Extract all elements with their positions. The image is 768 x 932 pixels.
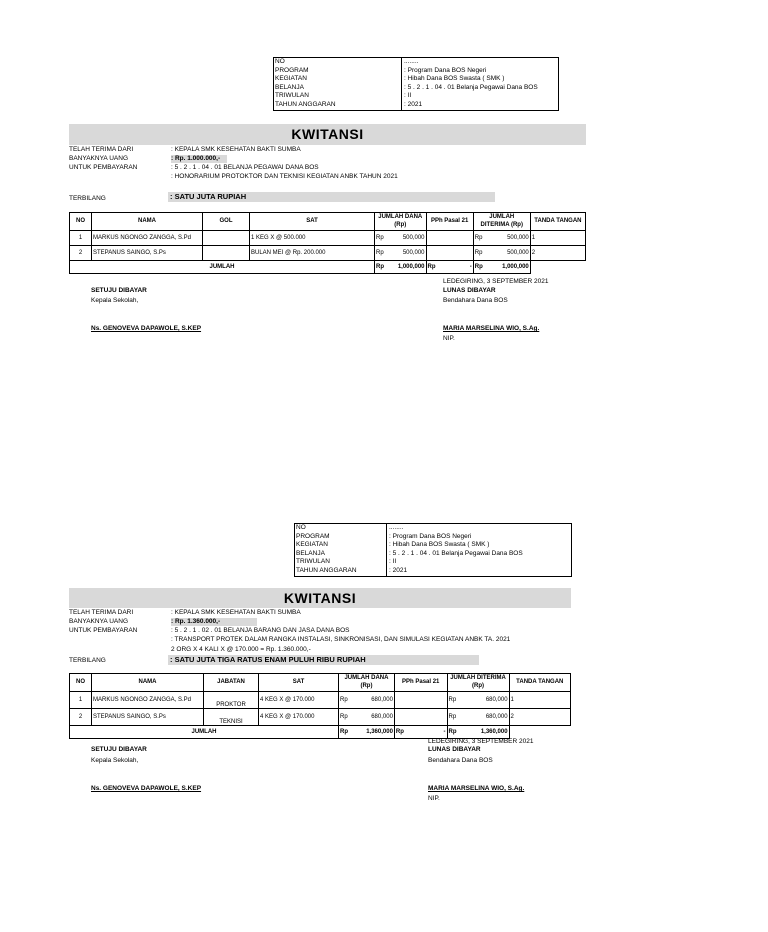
cell-pph bbox=[426, 246, 473, 261]
total-rp: Rp bbox=[339, 726, 352, 739]
total-diterima: 1,000,000 bbox=[486, 261, 531, 274]
table-total-row bbox=[70, 261, 586, 274]
header-row bbox=[274, 67, 558, 76]
cell-rp: Rp bbox=[375, 246, 388, 261]
cell-no: 2 bbox=[70, 246, 92, 261]
cell-rp: Rp bbox=[339, 709, 352, 726]
terbilang-label: TERBILANG bbox=[69, 195, 106, 202]
col-jabatan: JABATAN bbox=[204, 674, 259, 692]
col-tanda-tangan: TANDA TANGAN bbox=[509, 674, 570, 692]
untuk-value-line2: : HONORARIUM PROTOKTOR DAN TEKNISI KEGIATAN ANBK TAHUN 2021 bbox=[171, 173, 398, 180]
header-row bbox=[295, 533, 571, 542]
paid-nip: NIP. bbox=[428, 795, 440, 802]
cell-dana: 680,000 bbox=[351, 692, 394, 709]
header-value: : 2021 bbox=[389, 566, 408, 574]
header-key: PROGRAM bbox=[295, 533, 387, 542]
cell-sat: 4 KEG X @ 170.000 bbox=[259, 692, 339, 709]
header-info-box-2 bbox=[294, 523, 572, 577]
paid-name: MARIA MARSELINA WIO, S.Ag. bbox=[443, 325, 540, 332]
paid-title: LUNAS DIBAYAR bbox=[428, 746, 481, 753]
cell-rp: Rp bbox=[339, 692, 352, 709]
cell-jabatan: TEKNISI bbox=[204, 709, 259, 726]
cell-jabatan: PROKTOR bbox=[204, 692, 259, 709]
banyak-value: : Rp. 1.360.000,- bbox=[171, 618, 257, 626]
untuk-value-line1: : 5 . 2 . 1 . 02 . 01 BELANJA BARANG DAN JASA DANA BOS bbox=[171, 627, 350, 634]
header-row bbox=[274, 101, 558, 110]
cell-sat: 4 KEG X @ 170.000 bbox=[259, 709, 339, 726]
col-nama: NAMA bbox=[92, 674, 204, 692]
cell-ttd: 2 bbox=[530, 246, 585, 261]
header-value: : Program Dana BOS Negeri bbox=[404, 66, 487, 74]
header-row bbox=[295, 558, 571, 567]
cell-dana: 680,000 bbox=[351, 709, 394, 726]
terbilang-value: : SATU JUTA RUPIAH bbox=[168, 192, 495, 202]
cell-sat: 1 KEG X @ 500.000 bbox=[250, 231, 375, 246]
col-sat: SAT bbox=[259, 674, 339, 692]
total-rp: Rp bbox=[426, 261, 459, 274]
cell-pph bbox=[426, 231, 473, 246]
total-pph: - bbox=[431, 726, 447, 739]
untuk-value-line3: 2 ORG X 4 KALI X @ 170.000 = Rp. 1.360.000,- bbox=[171, 646, 311, 653]
header-row bbox=[295, 567, 571, 576]
cell-pph bbox=[394, 709, 447, 726]
header-value: : Hibah Dana BOS Swasta ( SMK ) bbox=[389, 541, 490, 549]
cell-nama: STEPANUS SAINGO, S.Ps bbox=[92, 246, 203, 261]
header-key: BELANJA bbox=[295, 550, 387, 559]
col-pph: PPh Pasal 21 bbox=[394, 674, 447, 692]
header-value: ........ bbox=[404, 58, 419, 65]
paid-title: LUNAS DIBAYAR bbox=[443, 287, 496, 294]
table-row bbox=[70, 709, 571, 726]
cell-rp: Rp bbox=[447, 692, 460, 709]
cell-ttd: 1 bbox=[530, 231, 585, 246]
col-no: NO bbox=[70, 213, 92, 231]
table-total-row bbox=[70, 726, 571, 739]
cell-diterima: 680,000 bbox=[460, 709, 510, 726]
total-rp: Rp bbox=[394, 726, 431, 739]
payment-table bbox=[69, 673, 571, 739]
cell-diterima: 500,000 bbox=[486, 231, 531, 246]
header-key: NO bbox=[295, 524, 387, 533]
header-value: : II bbox=[404, 92, 412, 100]
header-info-box-1 bbox=[273, 57, 559, 111]
telah-label: TELAH TERIMA DARI bbox=[69, 146, 134, 153]
col-jumlah-diterima: JUMLAH DITERIMA (Rp) bbox=[447, 674, 509, 692]
telah-value: : KEPALA SMK KESEHATAN BAKTI SUMBA bbox=[171, 146, 301, 153]
header-key: PROGRAM bbox=[274, 67, 402, 76]
header-value: : Program Dana BOS Negeri bbox=[389, 532, 472, 540]
telah-label: TELAH TERIMA DARI bbox=[69, 609, 134, 616]
header-value: : 5 . 2 . 1 . 04 . 01 Belanja Pegawai Dana BOS bbox=[404, 83, 538, 91]
paid-nip: NIP. bbox=[443, 335, 455, 342]
header-row bbox=[274, 75, 558, 84]
cell-nama: STEPANUS SAINGO, S.Ps bbox=[92, 709, 204, 726]
cell-gol bbox=[203, 246, 250, 261]
approve-role: Kepala Sekolah, bbox=[91, 297, 139, 304]
approve-name: Ns. GENOVEVA DAPAWOLE, S.KEP bbox=[91, 785, 202, 792]
terbilang-value: : SATU JUTA TIGA RATUS ENAM PULUH RIBU RUPIAH bbox=[168, 655, 479, 665]
col-no: NO bbox=[70, 674, 92, 692]
untuk-label: UNTUK PEMBAYARAN bbox=[69, 164, 138, 171]
cell-nama: MARKUS NGONGO ZANGGA, S.Pd bbox=[92, 692, 204, 709]
approve-title: SETUJU DIBAYAR bbox=[91, 746, 147, 753]
payment-table bbox=[69, 212, 586, 274]
cell-no: 2 bbox=[70, 709, 92, 726]
header-key: TAHUN ANGGARAN bbox=[295, 567, 387, 576]
header-key: TRIWULAN bbox=[295, 558, 387, 567]
col-sat: SAT bbox=[250, 213, 375, 231]
header-value: : 5 . 2 . 1 . 04 . 01 Belanja Pegawai Dana BOS bbox=[389, 549, 523, 557]
total-rp: Rp bbox=[473, 261, 486, 274]
table-row bbox=[70, 231, 586, 246]
cell-no: 1 bbox=[70, 692, 92, 709]
col-pph: PPh Pasal 21 bbox=[426, 213, 473, 231]
total-dana: 1,000,000 bbox=[387, 261, 426, 274]
header-key: KEGIATAN bbox=[295, 541, 387, 550]
total-empty bbox=[530, 261, 585, 274]
terbilang-label: TERBILANG bbox=[69, 657, 106, 664]
col-jumlah-dana: JUMLAH DANA (Rp) bbox=[339, 674, 395, 692]
approve-name: Ns. GENOVEVA DAPAWOLE, S.KEP bbox=[91, 325, 202, 332]
col-jumlah-dana: JUMLAH DANA (Rp) bbox=[375, 213, 427, 231]
header-key: TAHUN ANGGARAN bbox=[274, 101, 402, 110]
header-value: ........ bbox=[389, 524, 404, 531]
header-row bbox=[295, 550, 571, 559]
cell-rp: Rp bbox=[473, 246, 486, 261]
table-row bbox=[70, 246, 586, 261]
telah-value: : KEPALA SMK KESEHATAN BAKTI SUMBA bbox=[171, 609, 301, 616]
total-pph: - bbox=[459, 261, 473, 274]
header-key: TRIWULAN bbox=[274, 92, 402, 101]
cell-nama: MARKUS NGONGO ZANGGA, S.Pd bbox=[92, 231, 203, 246]
table-header-row bbox=[70, 674, 571, 692]
paid-role: Bendahara Dana BOS bbox=[428, 757, 493, 764]
col-nama: NAMA bbox=[92, 213, 203, 231]
header-key: NO bbox=[274, 58, 402, 67]
total-diterima: 1,360,000 bbox=[460, 726, 510, 739]
cell-sat: BULAN MEI @ Rp. 200.000 bbox=[250, 246, 375, 261]
cell-dana: 500,000 bbox=[387, 246, 426, 261]
header-key: KEGIATAN bbox=[274, 75, 402, 84]
total-dana: 1,360,000 bbox=[351, 726, 394, 739]
cell-rp: Rp bbox=[375, 231, 388, 246]
receipt-title: KWITANSI bbox=[69, 588, 571, 608]
col-tanda-tangan: TANDA TANGAN bbox=[530, 213, 585, 231]
receipt-title: KWITANSI bbox=[69, 124, 586, 145]
cell-diterima: 680,000 bbox=[460, 692, 510, 709]
cell-rp: Rp bbox=[473, 231, 486, 246]
cell-rp: Rp bbox=[447, 709, 460, 726]
total-rp: Rp bbox=[447, 726, 460, 739]
table-header-row bbox=[70, 213, 586, 231]
header-row bbox=[274, 84, 558, 93]
place-date: LEDEGIRING, 3 SEPTEMBER 2021 bbox=[428, 738, 534, 745]
col-jumlah-diterima: JUMLAH DITERIMA (Rp) bbox=[473, 213, 530, 231]
untuk-value-line2: : TRANSPORT PROTEK DALAM RANGKA INSTALASI, SINKRONISASI, DAN SIMULASI KEGIATAN ANBK TA. 2021 bbox=[171, 636, 511, 643]
header-value: : II bbox=[389, 558, 397, 566]
paid-role: Bendahara Dana BOS bbox=[443, 297, 508, 304]
header-value: : 2021 bbox=[404, 100, 423, 108]
banyak-value: : Rp. 1.000.000,- bbox=[171, 155, 227, 163]
header-key: BELANJA bbox=[274, 84, 402, 93]
place-date: LEDEGIRING, 3 SEPTEMBER 2021 bbox=[443, 278, 549, 285]
approve-title: SETUJU DIBAYAR bbox=[91, 287, 147, 294]
paid-name: MARIA MARSELINA WIO, S.Ag. bbox=[428, 785, 525, 792]
cell-pph bbox=[394, 692, 447, 709]
header-row bbox=[295, 524, 571, 533]
cell-diterima: 500,000 bbox=[486, 246, 531, 261]
header-row bbox=[295, 541, 571, 550]
banyak-label: BANYAKNYA UANG bbox=[69, 618, 128, 625]
total-label: JUMLAH bbox=[70, 261, 375, 274]
total-label: JUMLAH bbox=[70, 726, 339, 739]
header-row bbox=[274, 58, 558, 67]
col-gol: GOL bbox=[203, 213, 250, 231]
header-value: : Hibah Dana BOS Swasta ( SMK ) bbox=[404, 75, 505, 83]
approve-role: Kepala Sekolah, bbox=[91, 757, 139, 764]
untuk-label: UNTUK PEMBAYARAN bbox=[69, 627, 138, 634]
cell-dana: 500,000 bbox=[387, 231, 426, 246]
cell-ttd: 1 bbox=[509, 692, 570, 709]
cell-gol bbox=[203, 231, 250, 246]
total-rp: Rp bbox=[375, 261, 388, 274]
banyak-label: BANYAKNYA UANG bbox=[69, 155, 128, 162]
table-row bbox=[70, 692, 571, 709]
cell-ttd: 2 bbox=[509, 709, 570, 726]
cell-no: 1 bbox=[70, 231, 92, 246]
total-empty bbox=[509, 726, 570, 739]
header-row bbox=[274, 92, 558, 101]
untuk-value-line1: : 5 . 2 . 1 . 04 . 01 BELANJA PEGAWAI DANA BOS bbox=[171, 164, 319, 171]
